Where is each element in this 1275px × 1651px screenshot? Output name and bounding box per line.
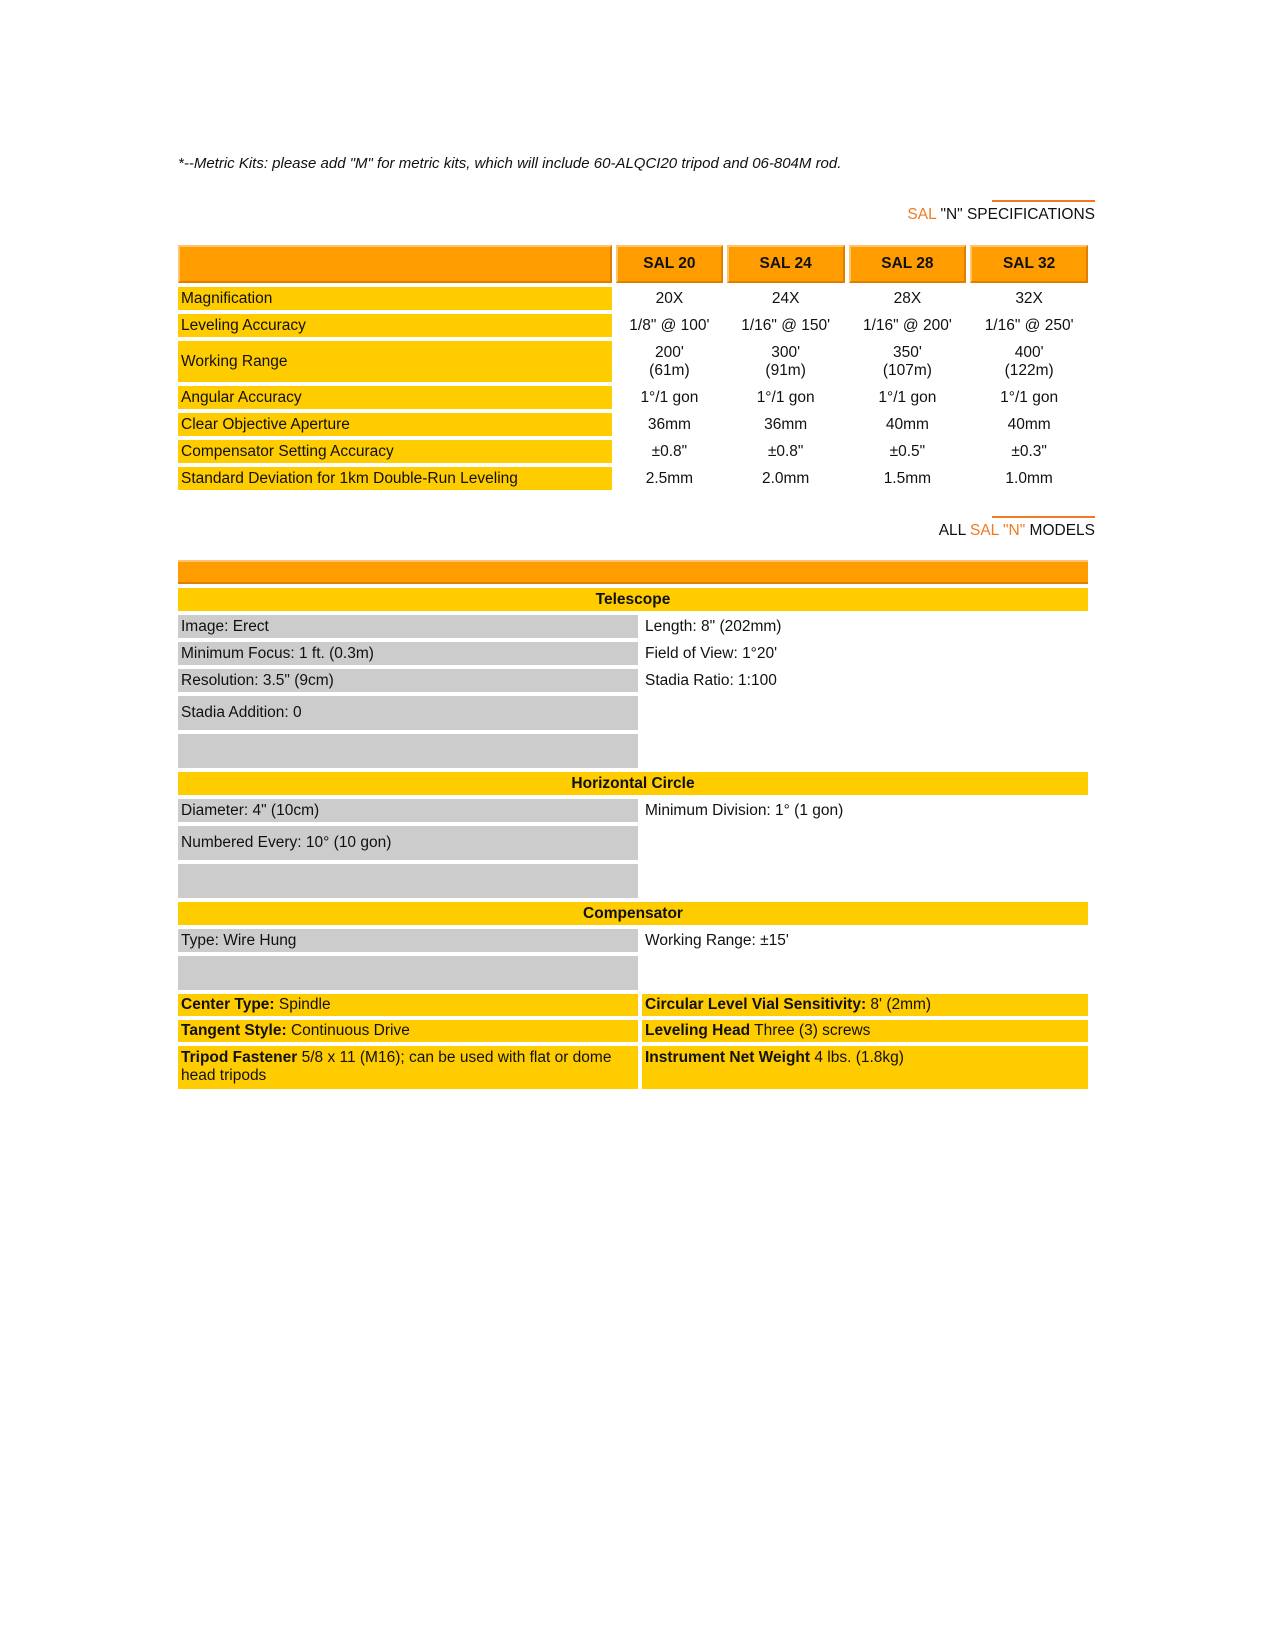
spec-cell-line2: (107m): [882, 361, 932, 379]
spec-cell: 1/16" @ 200': [862, 316, 952, 334]
net-weight-cell: [642, 1046, 1088, 1089]
right-cell: Minimum Division: 1° (1 gon): [642, 799, 1088, 822]
spec-cell: 2.0mm: [761, 469, 810, 487]
spec-cell: 1°/1 gon: [756, 388, 815, 406]
models-row-tangent: [178, 1020, 1088, 1042]
group-horizontal-circle: [178, 772, 1088, 795]
spec-cell: 36mm: [647, 415, 691, 433]
spec-row-label: Leveling Accuracy: [178, 314, 612, 337]
spec-row-compensator-accuracy: [178, 440, 1088, 463]
metric-kits-note: *--Metric Kits: please add "M" for metric kits, which will include 60-ALQCI20 tripod and 06-804M rod.: [178, 155, 842, 172]
spec-cell: 1.0mm: [1005, 469, 1053, 487]
net-weight-label: Instrument Net Weight: [645, 1049, 811, 1066]
group-heading: Compensator: [178, 902, 1088, 925]
right-cell-empty: [642, 696, 1088, 730]
models-row: [178, 615, 1088, 638]
leveling-head-label: Leveling Head: [645, 1022, 751, 1039]
spec-row-aperture: [178, 413, 1088, 436]
spec-header-blank: [178, 245, 612, 283]
spec-cell: [849, 341, 967, 382]
spec-cell: ±0.8": [767, 442, 804, 460]
spec-cell: 40mm: [1007, 415, 1051, 433]
group-heading: Telescope: [178, 588, 1088, 611]
spec-row-leveling-accuracy: [178, 314, 1088, 337]
models-row-center-type: [178, 994, 1088, 1016]
spec-header-sal24: SAL 24: [727, 245, 845, 283]
left-cell: Resolution: 3.5" (9cm): [178, 669, 638, 692]
tripod-fastener-cell: [178, 1046, 638, 1089]
center-type-cell: [178, 994, 638, 1016]
models-row: [178, 826, 1088, 860]
models-row-tripod: [178, 1046, 1088, 1089]
spec-cell: 1°/1 gon: [878, 388, 937, 406]
right-cell: Length: 8" (202mm): [642, 615, 1088, 638]
spec-cell: 1.5mm: [883, 469, 932, 487]
circular-level-cell: [642, 994, 1088, 1016]
left-cell: Numbered Every: 10° (10 gon): [178, 826, 638, 860]
tangent-style-label: Tangent Style:: [181, 1022, 287, 1039]
spec-cell: 2.5mm: [645, 469, 694, 487]
models-row: [178, 929, 1088, 952]
spec-cell: 32X: [1015, 289, 1043, 307]
title-accent: SAL "N": [970, 522, 1026, 539]
title-post: MODELS: [1025, 522, 1095, 539]
spec-cell: 1/8" @ 100': [629, 316, 710, 334]
spec-row-label: Working Range: [178, 341, 612, 382]
spec-header-sal20: SAL 20: [616, 245, 723, 283]
left-cell-empty: [178, 956, 638, 990]
spec-cell: 36mm: [764, 415, 808, 433]
spec-cell: [727, 341, 845, 382]
spec-cell: ±0.5": [889, 442, 926, 460]
models-section-title: [939, 522, 1095, 540]
leveling-head-value: Three (3) screws: [750, 1022, 871, 1039]
spec-cell: [970, 341, 1088, 382]
models-row: [178, 799, 1088, 822]
leveling-head-cell: [642, 1020, 1088, 1042]
spec-cell-line1: 400': [1014, 343, 1044, 361]
circular-level-value: 8' (2mm): [866, 996, 932, 1013]
left-cell: Minimum Focus: 1 ft. (0.3m): [178, 642, 638, 665]
circular-level-label: Circular Level Vial Sensitivity:: [645, 996, 867, 1013]
spec-cell: 40mm: [885, 415, 929, 433]
tripod-fastener-label: Tripod Fastener: [181, 1049, 298, 1066]
left-cell-empty: [178, 864, 638, 898]
specifications-table: [174, 241, 1092, 494]
models-header-bar: [178, 560, 1088, 584]
right-cell: Working Range: ±15': [642, 929, 1088, 952]
spec-cell: 1/16" @ 150': [741, 316, 831, 334]
spec-row-label: Clear Objective Aperture: [178, 413, 612, 436]
group-telescope: [178, 588, 1088, 611]
spec-header-sal32: SAL 32: [970, 245, 1088, 283]
spec-row-angular-accuracy: [178, 386, 1088, 409]
models-row-spacer: [178, 864, 1088, 898]
center-type-value: Spindle: [274, 996, 331, 1013]
right-cell: Stadia Ratio: 1:100: [642, 669, 1088, 692]
spec-cell: 1/16" @ 250': [984, 316, 1074, 334]
spec-row-label: Angular Accuracy: [178, 386, 612, 409]
left-cell: Type: Wire Hung: [178, 929, 638, 952]
spec-cell-line2: (122m): [1004, 361, 1054, 379]
right-cell-empty: [642, 864, 1088, 898]
spec-cell-line1: 350': [892, 343, 922, 361]
orange-bar-cell: [178, 560, 1088, 584]
spec-cell: ±0.8": [651, 442, 688, 460]
tangent-style-value: Continuous Drive: [286, 1022, 410, 1039]
left-cell: Diameter: 4" (10cm): [178, 799, 638, 822]
right-cell-empty: [642, 956, 1088, 990]
models-row: [178, 696, 1088, 730]
title-rest: "N" SPECIFICATIONS: [936, 206, 1095, 223]
spec-row-label: Compensator Setting Accuracy: [178, 440, 612, 463]
models-row-spacer: [178, 956, 1088, 990]
right-cell-empty: [642, 734, 1088, 768]
tangent-style-cell: [178, 1020, 638, 1042]
spec-section-title: [907, 206, 1095, 224]
spec-cell: 1°/1 gon: [640, 388, 699, 406]
spec-cell: ±0.3": [1011, 442, 1047, 460]
title-overline: [992, 200, 1095, 202]
spec-row-working-range: [178, 341, 1088, 382]
group-compensator: [178, 902, 1088, 925]
spec-row-std-deviation: [178, 467, 1088, 490]
center-type-label: Center Type:: [181, 996, 275, 1013]
spec-row-label: Magnification: [178, 287, 612, 310]
spec-cell-line2: (61m): [649, 361, 690, 379]
models-row-spacer: [178, 734, 1088, 768]
spec-cell: 24X: [771, 289, 800, 307]
models-row: [178, 642, 1088, 665]
right-cell: Field of View: 1°20': [642, 642, 1088, 665]
spec-header-row: [178, 245, 1088, 283]
title-overline: [992, 516, 1095, 518]
left-cell: Image: Erect: [178, 615, 638, 638]
spec-cell-line1: 200': [654, 343, 684, 361]
spec-cell: 20X: [655, 289, 684, 307]
left-cell: Stadia Addition: 0: [178, 696, 638, 730]
net-weight-value: 4 lbs. (1.8kg): [810, 1049, 904, 1066]
title-pre: ALL: [938, 522, 970, 539]
spec-row-magnification: [178, 287, 1088, 310]
spec-cell: 1°/1 gon: [1000, 388, 1059, 406]
spec-cell: 28X: [893, 289, 922, 307]
spec-row-label: Standard Deviation for 1km Double-Run Leveling: [178, 467, 612, 490]
right-cell-empty: [642, 826, 1088, 860]
spec-header-sal28: SAL 28: [849, 245, 967, 283]
spec-cell-line1: 300': [771, 343, 801, 361]
group-heading: Horizontal Circle: [178, 772, 1088, 795]
spec-cell-line2: (91m): [765, 361, 806, 379]
all-models-table: [174, 556, 1092, 1093]
spec-cell: [616, 341, 723, 382]
tripod-fastener-value: 5/8 x 11 (M16); can be used with flat or dome head tripods: [181, 1049, 612, 1084]
title-accent: SAL: [907, 206, 937, 223]
left-cell-empty: [178, 734, 638, 768]
models-row: [178, 669, 1088, 692]
